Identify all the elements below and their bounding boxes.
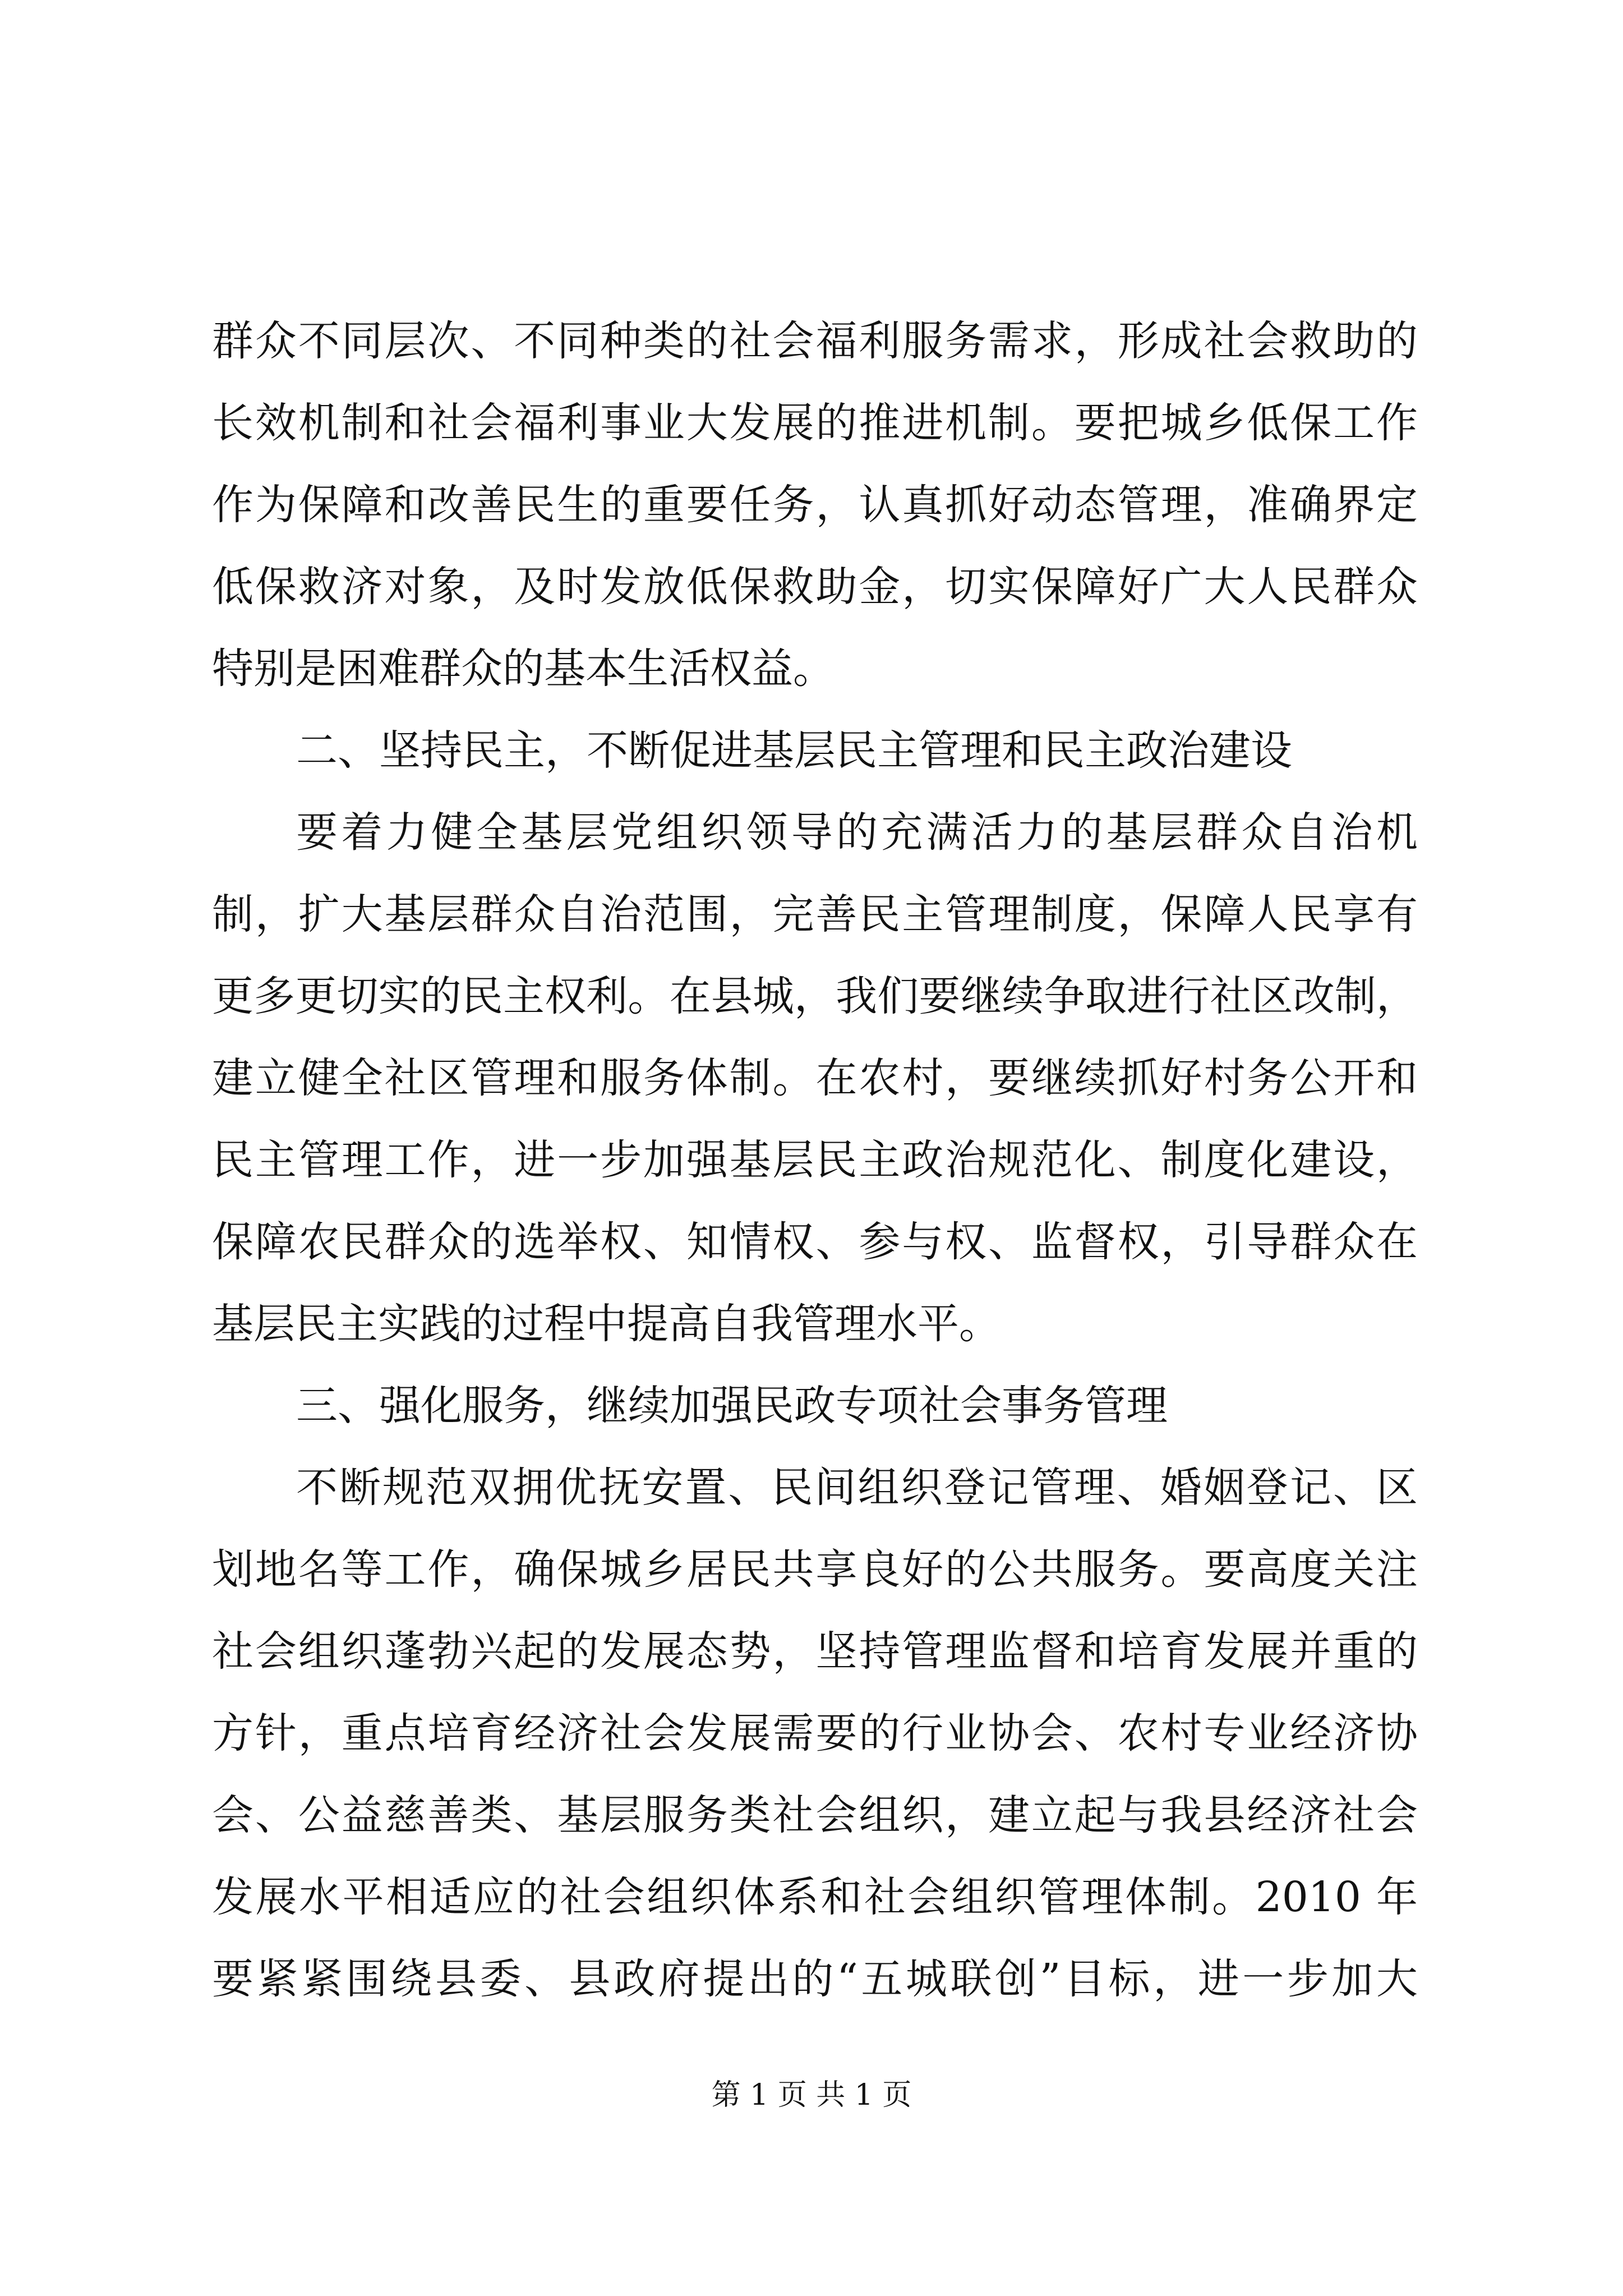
paragraph-line: 更多更切实的民主权利。在县城，我们要继续争取进行社区改制， <box>212 972 1418 1020</box>
paragraph-line: 划地名等工作，确保城乡居民共享良好的公共服务。要高度关注 <box>212 1545 1418 1594</box>
document-body <box>212 300 1418 2020</box>
page-footer: 第 1 页 共 1 页 <box>711 2078 912 2112</box>
paragraph-line: 特别是困难群众的基本生活权益。 <box>212 645 834 693</box>
section-heading-2: 二、坚持民主，不断促进基层民主管理和民主政治建设 <box>296 726 1292 775</box>
paragraph-line: 群众不同层次、不同种类的社会福利服务需求，形成社会救助的 <box>212 317 1418 365</box>
paragraph-line: 社会组织蓬勃兴起的发展态势，坚持管理监督和培育发展并重的 <box>212 1627 1418 1676</box>
paragraph-line: 制，扩大基层群众自治范围，完善民主管理制度，保障人民享有 <box>212 890 1418 938</box>
paragraph-line: 建立健全社区管理和服务体制。在农村，要继续抓好村务公开和 <box>212 1054 1418 1102</box>
paragraph-line: 发展水平相适应的社会组织体系和社会组织管理体制。2010 年 <box>212 1873 1418 1921</box>
paragraph-line: 民主管理工作，进一步加强基层民主政治规范化、制度化建设， <box>212 1136 1418 1184</box>
paragraph-line: 低保救济对象，及时发放低保救助金，切实保障好广大人民群众 <box>212 563 1418 611</box>
paragraph-line: 不断规范双拥优抚安置、民间组织登记管理、婚姻登记、区 <box>296 1464 1418 1512</box>
paragraph-line: 作为保障和改善民生的重要任务，认真抓好动态管理，准确界定 <box>212 481 1418 529</box>
paragraph-line: 要紧紧围绕县委、县政府提出的“五城联创”目标，进一步加大 <box>212 1955 1418 2003</box>
paragraph-line: 会、公益慈善类、基层服务类社会组织，建立起与我县经济社会 <box>212 1791 1418 1839</box>
paragraph-line: 保障农民群众的选举权、知情权、参与权、监督权，引导群众在 <box>212 1218 1418 1266</box>
paragraph-line: 方针，重点培育经济社会发展需要的行业协会、农村专业经济协 <box>212 1709 1418 1757</box>
paragraph-line: 长效机制和社会福利事业大发展的推进机制。要把城乡低保工作 <box>212 399 1418 447</box>
section-heading-3: 三、强化服务，继续加强民政专项社会事务管理 <box>296 1382 1168 1430</box>
paragraph-line: 要着力健全基层党组织领导的充满活力的基层群众自治机 <box>296 808 1418 857</box>
paragraph-line: 基层民主实践的过程中提高自我管理水平。 <box>212 1300 1000 1348</box>
